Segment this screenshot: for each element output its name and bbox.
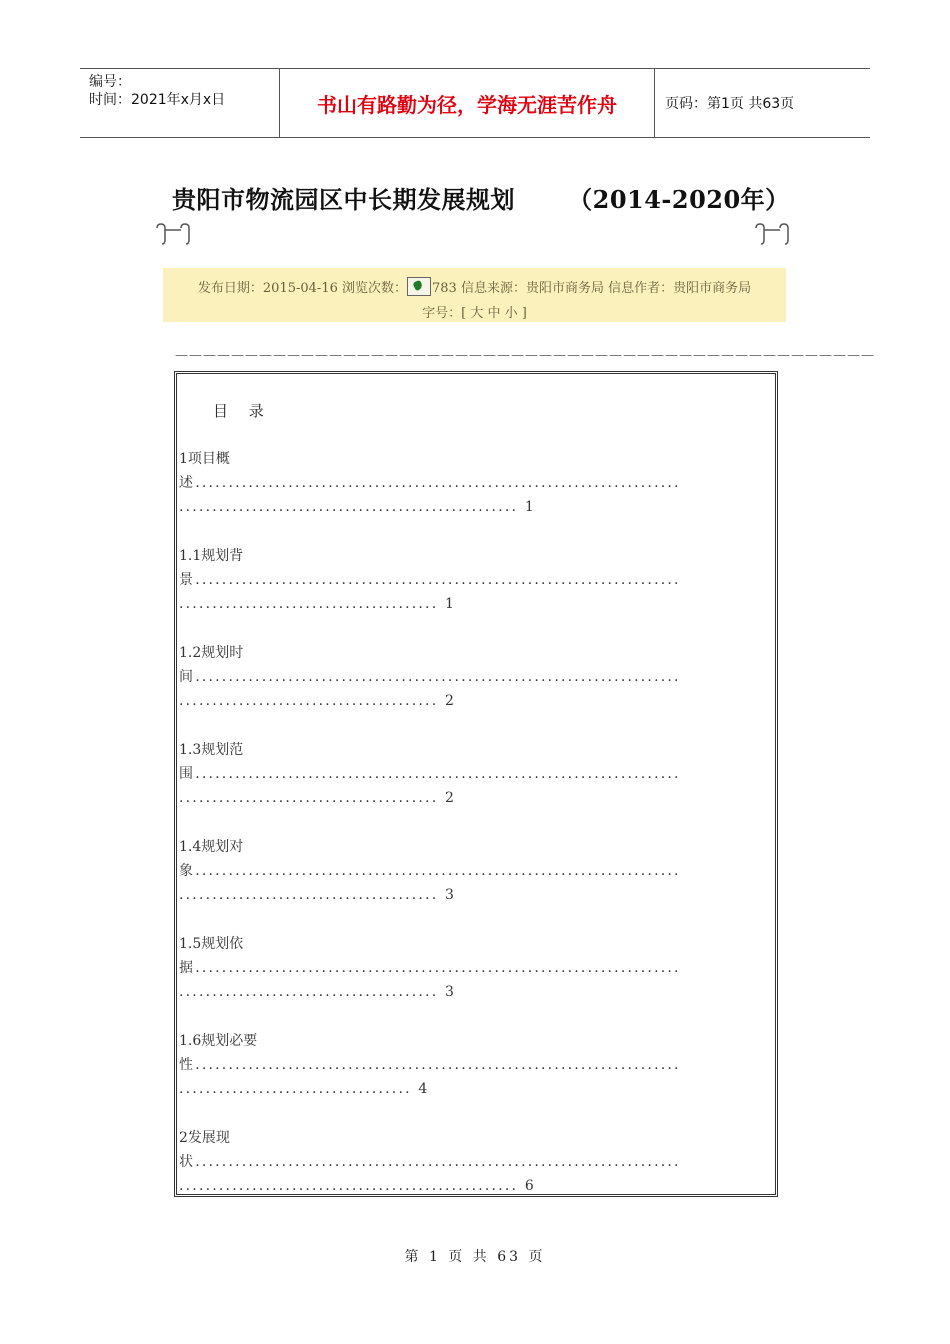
toc-entry-page: 2 [445, 790, 457, 806]
toc-entry-cont: 据 [179, 960, 196, 976]
toc-entry-page: 1 [524, 499, 536, 515]
toc-entry-page: 1 [445, 596, 457, 612]
source-info: 783 信息来源：贵阳市商务局 信息作者：贵阳市商务局 [432, 281, 752, 296]
toc-entry[interactable]: 1项目概 述......................................................................... ................................................... 1 [179, 447, 771, 519]
toc-entry[interactable]: 1.6规划必要 性......................................................................... ................................... 4 [179, 1029, 771, 1101]
article-meta-bar [163, 268, 786, 322]
toc-entry-cont: 间 [179, 669, 196, 685]
view-count-icon [407, 277, 431, 296]
toc-entry[interactable]: 1.4规划对 象......................................................................... ....................................... 3 [179, 835, 771, 907]
table-of-contents [174, 371, 778, 1197]
time-label: 时间：2021年x月x日 [89, 92, 226, 108]
toc-entry[interactable]: 1.2规划时 间......................................................................... ....................................... 2 [179, 641, 771, 713]
toc-entry-title: 2发展现 [179, 1130, 230, 1146]
header-info-cell [80, 69, 280, 137]
toc-entry-page: 3 [445, 887, 457, 903]
document-title: 贵阳市物流园区中长期发展规划 （2014-2020年） [172, 185, 790, 214]
toc-entry-cont: 性 [179, 1057, 196, 1073]
toc-heading: 目 录 [213, 402, 272, 420]
toc-entry-page: 6 [524, 1178, 536, 1194]
header-page-info: 页码：第1页 共63页 [665, 96, 795, 112]
divider-line: —————————————————————————————————————————————————— [175, 348, 875, 363]
header-motto: 书山有路勤为径，学海无涯苦作舟 [280, 69, 655, 137]
number-label: 编号： [89, 74, 131, 90]
toc-entry-title: 1.2规划时 [179, 645, 244, 661]
toc-entry-title: 1.3规划范 [179, 742, 244, 758]
toc-entry-page: 4 [418, 1081, 430, 1097]
paperclip-left-icon [153, 222, 195, 248]
toc-entry-cont: 围 [179, 766, 196, 782]
toc-entry-cont: 述 [179, 475, 196, 491]
toc-entry-cont: 景 [179, 572, 196, 588]
toc-entry-title: 1.5规划依 [179, 936, 244, 952]
page-header [80, 68, 870, 138]
toc-entry-title: 1项目概 [179, 451, 230, 467]
toc-entry[interactable]: 1.3规划范 围......................................................................... ....................................... 2 [179, 738, 771, 810]
toc-entry-page: 2 [445, 693, 457, 709]
font-size-selector[interactable]: 字号：[ 大 中 小 ] [422, 306, 527, 321]
toc-entry-title: 1.6规划必要 [179, 1033, 258, 1049]
toc-entry[interactable]: 1.5规划依 据......................................................................... ....................................... 3 [179, 932, 771, 1004]
toc-entry[interactable]: 2发展现 状......................................................................... ................................................... 6 [179, 1126, 771, 1198]
toc-entry-cont: 象 [179, 863, 196, 879]
meta-line-1 [163, 277, 786, 296]
publish-info: 发布日期：2015-04-16 浏览次数： [197, 281, 407, 296]
paperclip-right-icon [752, 222, 794, 248]
toc-entry-title: 1.1规划背 [179, 548, 244, 564]
page-footer: 第 1 页 共 63 页 [404, 1249, 546, 1265]
toc-entry-cont: 状 [179, 1154, 196, 1170]
toc-entry-title: 1.4规划对 [179, 839, 244, 855]
toc-entry-page: 3 [445, 984, 457, 1000]
toc-entry[interactable]: 1.1规划背 景......................................................................... ....................................... 1 [179, 544, 771, 616]
